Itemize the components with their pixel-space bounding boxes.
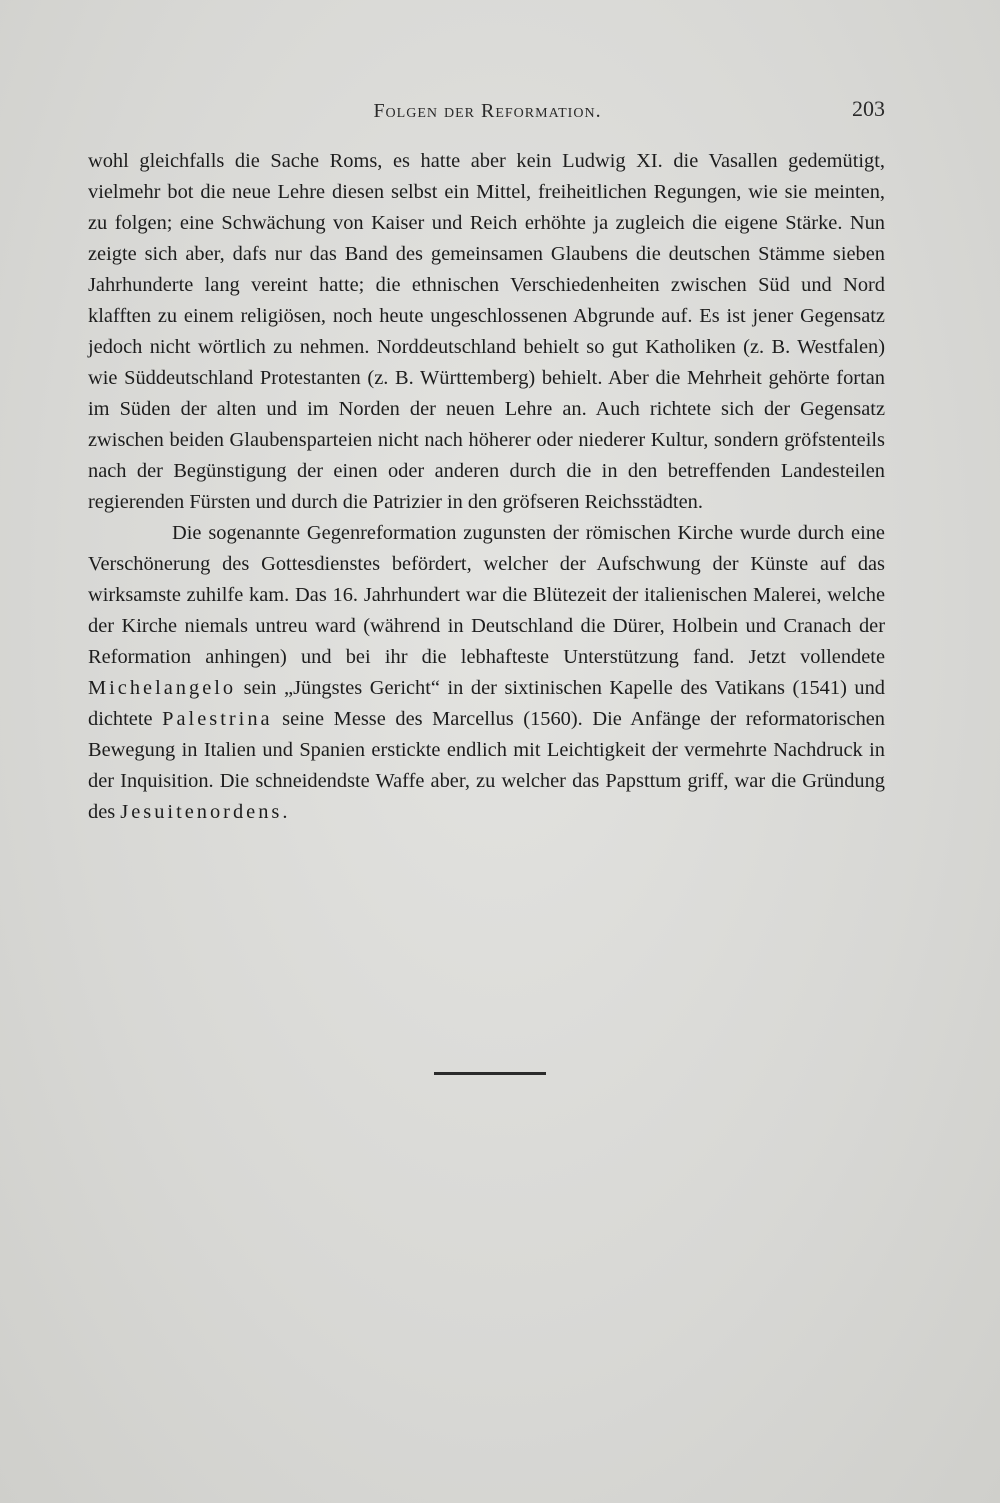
spaced-name-palestrina: Palestrina: [162, 708, 273, 730]
page-number: 203: [852, 96, 885, 121]
spaced-name-michelangelo: Michelangelo: [88, 677, 237, 699]
text-run: Die sogenannte Gegenreformation zugunsten der römischen Kirche wurde durch eine Verschönerung des Gottesdienstes befördert, welcher der Aufschwung der Künste auf das wirksamste zuhilfe kam. Das 16. Jahrhundert war die Blütezeit der italienischen Malerei, welche der Kirche niemals untreu ward (während in Deutschland die Dürer, Holbein und Cranach der Reformation anhingen) und bei ihr die lebhafteste Unterstützung fand. Jetzt vollendete: [88, 522, 885, 668]
running-head: Folgen der Reformation.: [373, 100, 602, 122]
body-text: [88, 146, 885, 828]
text-run: seine Messe des Marcellus (1560). Die Anfänge der reformatorischen Bewegung in Italien und Spanien erstickte endlich mit Leichtigkeit der vermehrte Nachdruck in der Inquisition. Die schneidendste Waffe aber, zu welcher das Papsttum griff, war die Gründung des: [88, 708, 886, 823]
text-run: .: [282, 801, 288, 823]
paragraph-2: [88, 518, 885, 828]
text-run: wohl gleichfalls die Sache Roms, es hatte aber kein Ludwig XI. die Vasallen gedemütigt, vielmehr bot die neue Lehre diesen selbst ein Mittel, freiheitlichen Regungen, wie sie meinten, zu folgen; eine Schwächung von Kaiser und Reich erhöhte ja zugleich die eigene Stärke. Nun zeigte sich aber, dafs nur das Band des gemeinsamen Glaubens die deutschen Stämme sieben Jahrhunderte lang vereint hatte; die ethnischen Verschiedenheiten zwischen Süd und Nord klafften zu einem religiösen, noch heute ungeschlossenen Abgrunde auf. Es ist jener Gegensatz jedoch nicht wörtlich zu nehmen. Norddeutschland behielt so gut Katholiken (z. B. Westfalen) wie Süddeutschland Protestanten (z. B. Württemberg) behielt. Aber die Mehrheit gehörte fortan im Süden der alten und im Norden der neuen Lehre an. Auch richtete sich der Gegensatz zwischen beiden Glaubensparteien nicht nach höherer oder niederer Kultur, sondern gröfstenteils nach der Begünstigung der einen oder anderen durch die in den betreffenden Landesteilen regierenden Fürsten und durch die Patrizier in den gröfseren Reichsstädten.: [88, 150, 885, 513]
text-run: sein „Jüngstes Gericht“ in der sixtinischen Kapelle des Vatikans (1541) und dichtete: [88, 677, 885, 730]
paragraph-1: [88, 146, 885, 518]
page-header: [90, 96, 885, 130]
spaced-name-jesuitenordens: Jesuitenordens: [120, 801, 283, 823]
section-end-rule: [434, 1072, 546, 1075]
